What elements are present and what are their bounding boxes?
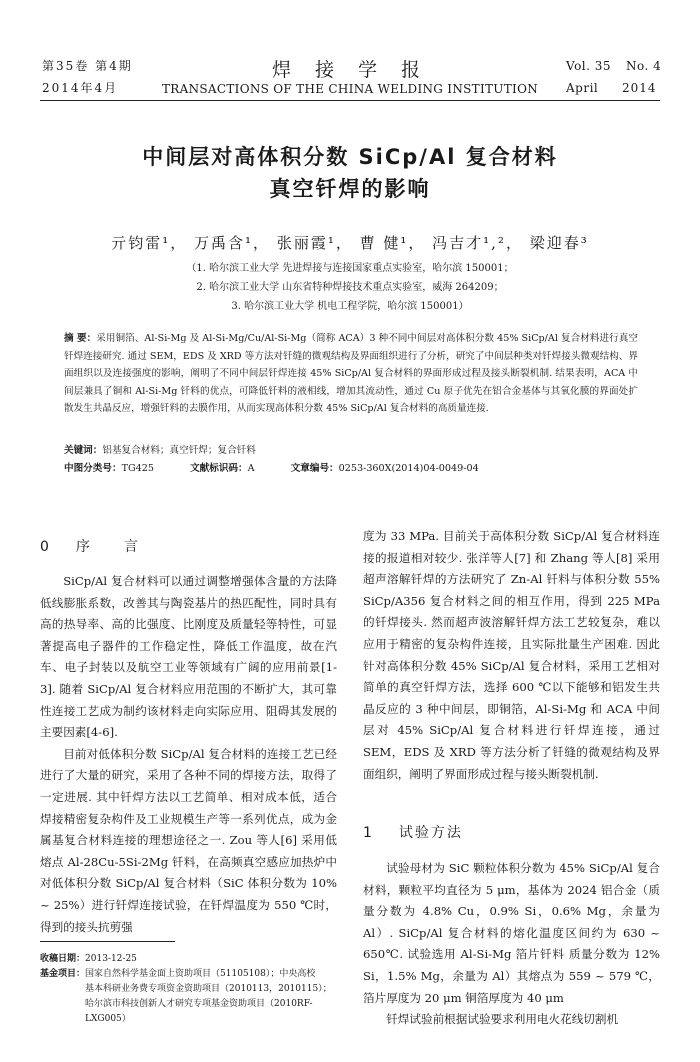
paper-title-line2: 真空钎焊的影响 — [269, 177, 431, 201]
abstract — [64, 330, 638, 418]
section-1-heading — [363, 822, 463, 842]
clc-label: 中图分类号： — [64, 463, 122, 474]
affiliation-1: （1. 哈尔滨工业大学 先进焊接与连接国家重点实验室，哈尔滨 150001； — [186, 263, 514, 274]
section-0-heading — [40, 536, 140, 556]
header-month-en: April — [566, 81, 599, 95]
keywords-text: 铝基复合材料；真空钎焊；复合钎料 — [102, 445, 256, 456]
fund-line: 国家自然科学基金面上资助项目（51105108）；中央高校 — [85, 969, 316, 979]
intro-paragraph-2: 目前对低体积分数 SiCp/Al 复合材料的连接工艺已经进行了大量的研究，采用了各种不同的焊接方法，取得了一定进展. 其中钎焊方法以工艺简单、相对成本低，适合焊接精密复杂构件及工业规模生产等一系列优点，成为金属基复合材料连接的理想途径之一. Zou 等人[6] 采用低熔点 Al-28Cu-5Si-2Mg 钎料，在高频真空感应加热炉中对低体积分数 SiCp/Al 复合材料（SiC 体积分数为 10% ~ 25%）进行钎焊连接试验，在钎焊温度为 550 ℃时，得到的接头抗剪强 — [40, 746, 337, 934]
footnote — [40, 952, 340, 1027]
intro-paragraph-1: SiCp/Al 复合材料可以通过调整增强体含量的方法降低线膨胀系数，改善其与陶瓷基片的热匹配性，同时具有高的热导率、高的比强度、比刚度及质量轻等特性，可显著提高电子器件的工作稳定性，降低工作温度，故在汽车、电子封装以及航空工业等领域有广阔的应用前景[1-3]. 随着 SiCp/Al 复合材料应用范围的不断扩大，其可靠性连接工艺成为制约该材料走向实际应用、阻碍其发展的主要因素[4-6]. — [40, 574, 337, 740]
abstract-label: 摘 要： — [64, 333, 97, 344]
header-rule — [40, 100, 660, 101]
journal-title-cn: 焊接学报 — [272, 59, 445, 81]
header-year-en: 2014 — [622, 81, 657, 95]
fund-project — [40, 967, 340, 1027]
paper-title-line1: 中间层对高体积分数 SiCp/Al 复合材料 — [142, 145, 558, 169]
intro-paragraph-2-continued: 度为 33 MPa. 目前关于高体积分数 SiCp/Al 复合材料连接的报道相对较少. 张洋等人[7] 和 Zhang 等人[8] 采用超声溶解钎焊的方法研究了 Zn-Al 钎料与体积分数 55% SiCp/A356 复合材料之间的相互作用，得到 225 MPa 的钎焊接头. 然而超声波溶解钎焊方法工艺较复杂，难以应用于精密的复杂构件连接，且实际批量生产困难. 因此针对高体积分数 45% SiCp/Al 复合材料，采用工艺相对简单的真空钎焊方法，选择 600 ℃以下能够和铝发生共晶反应的 3 种中间层，即铜箔，Al-Si-Mg 和 ACA 中间层对 45% SiCp/Al 复合材料进行钎焊连接，通过 SEM，EDS 及 XRD 等方法分析了钎缝的微观结构及界面组织，阐明了界面形成过程与接头断裂机制. — [363, 529, 660, 781]
methods-paragraph-1: 试验母材为 SiC 颗粒体积分数为 45% SiCp/Al 复合材料，颗粒平均直径为 5 μm，基体为 2024 铝合金（质量分数为 4.8% Cu，0.9% Si，0.6% Mg，余量为 Al）. SiCp/Al 复合材料的熔化温度区间约为 630 ~ 650℃. 试验选用 Al-Si-Mg 箔片钎料 质量分数为 12% Si，1.5% Mg，余量为 Al）其熔点为 559 ~ 579 ℃，箔片厚度为 20 μm 铜箔厚度为 40 μm — [363, 861, 660, 1005]
section-1-number: 1 — [363, 825, 374, 841]
section-0-number: 0 — [40, 539, 51, 555]
keywords — [64, 442, 638, 460]
methods-body — [363, 858, 660, 1031]
footnote-rule — [40, 941, 175, 942]
affiliation-2: 2. 哈尔滨工业大学 山东省特种焊接技术重点实验室，威海 264209； — [196, 282, 504, 293]
header-vol-en: Vol. 35 — [566, 59, 612, 73]
section-0-title: 序 言 — [75, 539, 140, 555]
left-column-body — [40, 571, 337, 938]
authors: 亓钧雷¹， 万禹含¹， 张丽霞¹， 曹 健¹， 冯吉才¹,²， 梁迎春³ — [111, 234, 589, 252]
journal-title-en: TRANSACTIONS OF THE CHINA WELDING INSTITUTION — [162, 82, 539, 96]
article-number-value: 0253-360X(2014)04-0049-04 — [338, 463, 479, 474]
fund-line: 哈尔滨市科技创新人才研究专项基金资助项目（2010RF- — [85, 999, 313, 1009]
affiliation-3: 3. 哈尔滨工业大学 机电工程学院，哈尔滨 150001） — [231, 301, 469, 312]
header-no-en: No. 4 — [626, 59, 662, 73]
fund-label: 基金项目： — [40, 969, 86, 979]
received-label: 收稿日期： — [40, 954, 86, 964]
abstract-text: 采用铜箔、Al-Si-Mg 及 Al-Si-Mg/Cu/Al-Si-Mg（简称 ACA）3 种不同中间层对高体积分数 45% SiCp/Al 复合材料进行真空钎焊连接研究. 通过 SEM，EDS 及 XRD 等方法对钎缝的微观结构及界面组织进行了分析，研究了中间层种类对钎焊接头微观结构、界面组织以及连接强度的影响，阐明了不同中间层钎焊连接 45% SiCp/Al 复合材料的界面形成过程及接头断裂机制. 结果表明，ACA 中间层兼具了铜和 Al-Si-Mg 钎料的优点，可降低钎料的液相线，增加其流动性，通过 Cu 原子优先在铝合金基体与其氧化膜的界面处扩散发生共晶反应，增强钎料的去膜作用，从而实现高体积分数 45% SiCp/Al 复合材料的高质量连接. — [64, 333, 638, 414]
fund-line: 基本科研业务费专项资金资助项目（2010113，2010115）； — [85, 984, 332, 994]
classification — [64, 460, 638, 478]
doc-code-value: A — [247, 463, 255, 474]
header-volume-issue: 第35卷 第4期 — [42, 59, 133, 73]
keywords-label: 关键词： — [64, 445, 103, 456]
received-date — [40, 952, 340, 967]
received-value: 2013-12-25 — [85, 954, 137, 964]
methods-paragraph-2: 钎焊试验前根据试验要求利用电火花线切割机 — [386, 1012, 619, 1027]
fund-line: LXG005） — [85, 1014, 131, 1024]
header-date: 2014年4月 — [42, 81, 119, 95]
section-1-title: 试验方法 — [398, 825, 463, 841]
clc-value: TG425 — [121, 463, 154, 474]
doc-code-label: 文献标识码： — [190, 463, 248, 474]
article-number-label: 文章编号： — [290, 463, 339, 474]
right-column-intro — [363, 526, 660, 785]
